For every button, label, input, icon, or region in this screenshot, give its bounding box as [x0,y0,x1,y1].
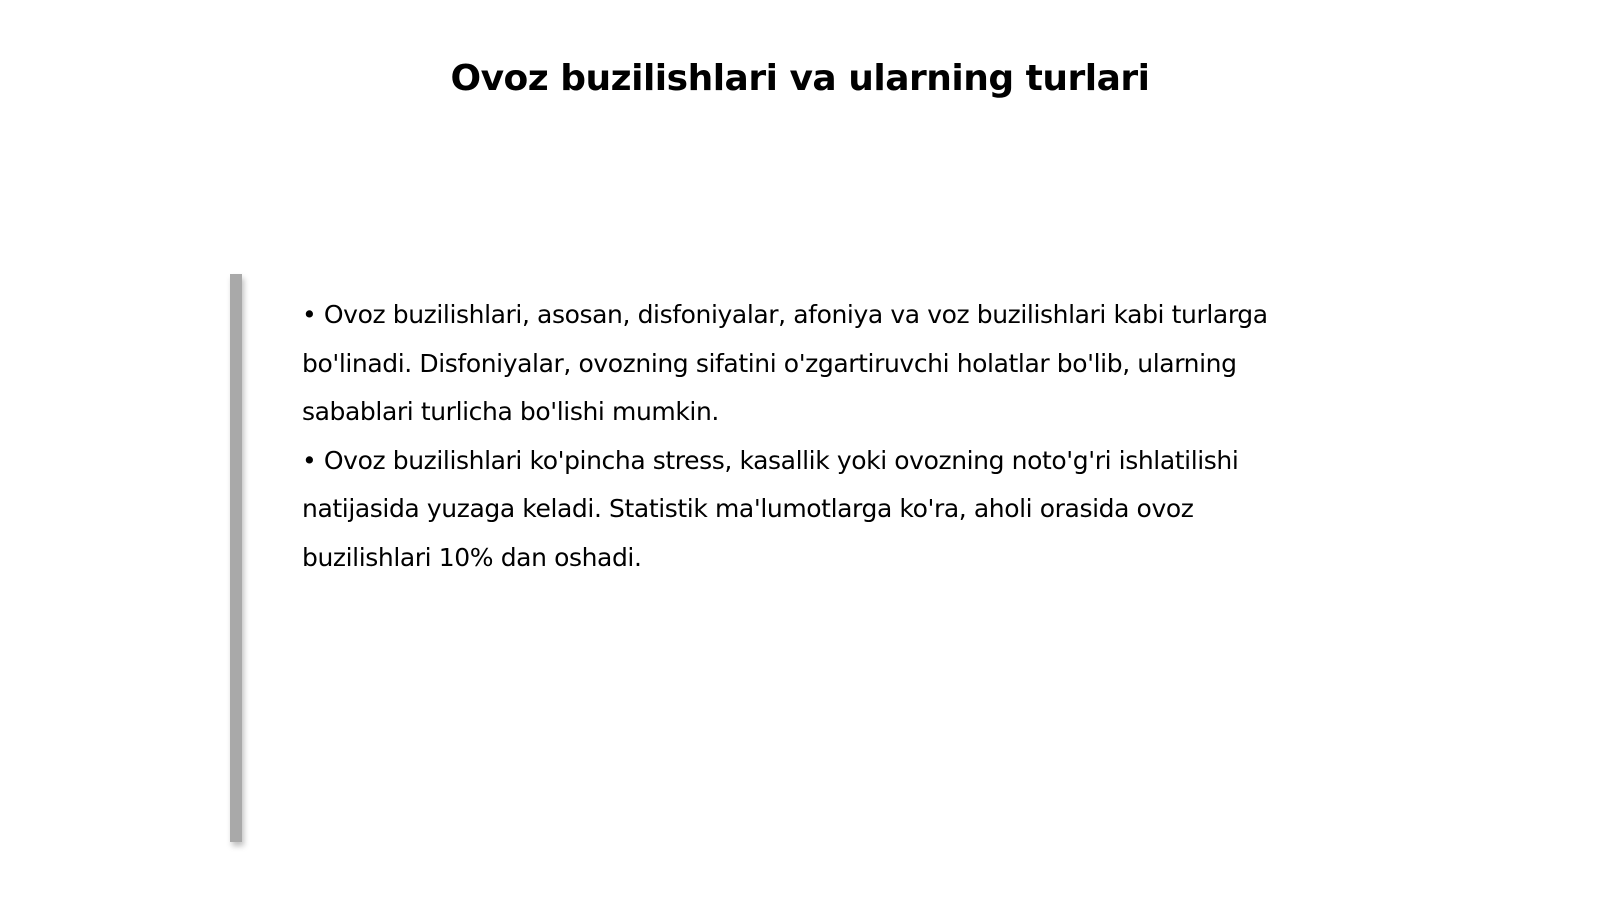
bullet-item: • Ovoz buzilishlari, asosan, disfoniyalar, afoniya va voz buzilishlari kabi turlarga bo'linadi. Disfoniyalar, ovozning sifatini o'zgartiruvchi holatlar bo'lib, ularning sabablari turlicha bo'lishi mumkin. [302,300,1268,426]
bullet-item: • Ovoz buzilishlari ko'pincha stress, kasallik yoki ovozning noto'g'ri ishlatilishi natijasida yuzaga keladi. Statistik ma'lumotlarga ko'ra, aholi orasida ovoz buzilishlari 10% dan oshadi. [302,445,1239,572]
slide-title: Ovoz buzilishlari va ularning turlari [450,58,1150,99]
accent-bar [230,274,242,842]
slide-content [302,291,1312,582]
